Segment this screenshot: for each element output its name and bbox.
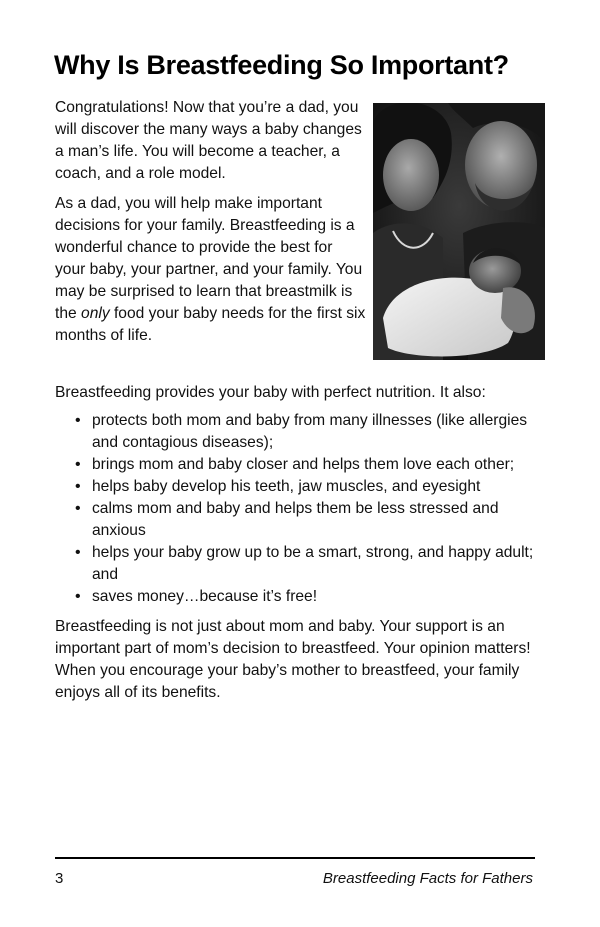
- family-photo: [373, 103, 545, 360]
- family-photo-illustration: [373, 103, 545, 360]
- intro-column: [55, 97, 367, 355]
- benefits-list: [55, 410, 545, 608]
- footer-divider: [55, 857, 535, 859]
- list-item: • saves money…because it’s free!: [55, 586, 545, 608]
- mom-face: [383, 139, 439, 211]
- intro-paragraph-2-text: As a dad, you will help make important decisions for your family. Breastfeeding is a wonderful chance to provide the best for your baby, your partner, and your family. You may be surprised to learn that breastmilk is the: [55, 195, 363, 322]
- list-item: • helps baby develop his teeth, jaw muscles, and eyesight: [55, 476, 545, 498]
- intro-paragraph-2-text-end: food your baby needs for the first six months of life.: [55, 305, 366, 344]
- page-title: Why Is Breastfeeding So Important?: [54, 50, 509, 80]
- list-item: • brings mom and baby closer and helps them love each other;: [55, 454, 545, 476]
- list-item: • calms mom and baby and helps them be less stressed and anxious: [55, 498, 545, 542]
- list-item: • helps your baby grow up to be a smart, strong, and happy adult; and: [55, 542, 545, 586]
- running-title: Breastfeeding Facts for Fathers: [322, 870, 533, 887]
- intro-paragraph-1: Congratulations! Now that you’re a dad, you will discover the many ways a baby changes a man’s life. You will become a teacher, a coach, and a role model.: [55, 99, 362, 182]
- benefits-section: [55, 382, 545, 704]
- emphasis-only: only: [81, 305, 110, 322]
- benefits-intro: Breastfeeding provides your baby with perfect nutrition. It also:: [55, 384, 486, 401]
- closing-paragraph: Breastfeeding is not just about mom and baby. Your support is an important part of mom’s decision to breastfeed. Your opinion matters! When you encourage your baby’s mother to breastfeed, your family enjoys all of its benefits.: [55, 618, 531, 701]
- intro-paragraph-2: [55, 193, 367, 347]
- list-item: • protects both mom and baby from many illnesses (like allergies and contagious diseases);: [55, 410, 545, 454]
- page-number: 3: [55, 870, 64, 887]
